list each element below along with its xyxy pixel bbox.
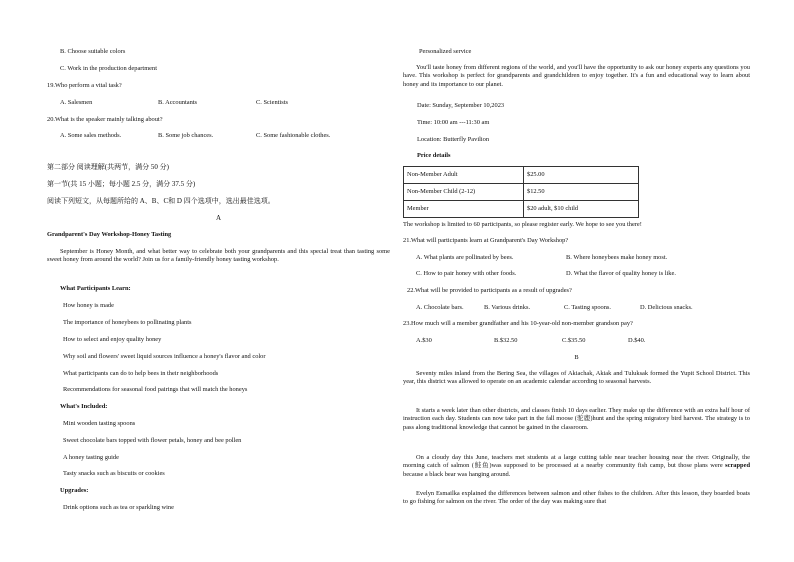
q22-option-b: B. Various drinks. [484, 304, 531, 311]
passage-b-paragraph [403, 454, 750, 479]
passage-a-letter: A [215, 214, 222, 222]
event-location: Location: Butterfly Pavilion [417, 136, 490, 143]
passage-b-paragraph: It starts a week later than other districts, and classes finish 10 days earlier. They make up the difference with an extra half hour of instruction each day. Students can now take part in the fall moose (驼鹿)hunt and the spring migratory bird harvest. The strategy is to pass along traditional knowledge that cannot be gained in the classroom. [403, 407, 750, 431]
learn-item: The importance of honeybees to pollinating plants [63, 319, 192, 326]
section-one-heading: 第一节(共 15 小题；每小题 2.5 分，满分 37.5 分) [47, 180, 196, 188]
passage-title: Grandparent's Day Workshop-Honey Tasting [47, 231, 172, 238]
right-column [403, 0, 750, 562]
q21-option-d: D. What the flavor of quality honey is like. [566, 270, 676, 277]
learn-item: How to select and enjoy quality honey [63, 336, 162, 343]
table-row [404, 201, 639, 218]
upgrades-heading: Upgrades: [60, 487, 89, 494]
learn-heading: What Participants Learn: [60, 285, 131, 292]
q23-option-c: C.$35.50 [562, 337, 586, 344]
q23-option-a: A.$30 [416, 337, 432, 344]
included-heading: What's Included: [60, 403, 108, 410]
q21-option-b: B. Where honeybees make honey most. [566, 254, 668, 261]
option-b-line: B. Choose suitable colors [60, 48, 126, 55]
q20-option-a: A. Some sales methods. [60, 132, 122, 139]
passage-b-paragraph: Evelyn Esmailka explained the differences between salmon and other fishes to the children. After this lesson, they boarded boats to go fishing for salmon on the river. The order of the day was making sure that [403, 490, 750, 506]
event-time: Time: 10:00 am ---11:30 am [417, 119, 490, 126]
table-row [404, 167, 639, 184]
limit-note: The workshop is limited to 60 participants, so please register early. We hope to see you there! [403, 221, 642, 228]
learn-item: Recommendations for seasonal food pairings that will match the honeys [63, 386, 248, 393]
personalized-paragraph: You'll taste honey from different regions of the world, and you'll have the opportunity to ask our honey experts any questions you have. This workshop is perfect for grandparents and grandchildren to enjoy together. It's a fun and educational way to learn about honey and its importance to our planet. [403, 64, 750, 88]
question-22: 22.What will be provided to participants as a result of upgrades? [407, 287, 572, 294]
q21-option-c: C. How to pair honey with other foods. [416, 270, 517, 277]
price-value: $25.00 [524, 167, 639, 184]
paragraph-text: On a cloudy day this June, teachers met students at a large cutting table near teacher housing near the river. Originally, the morning catch of salmon (鲑鱼)was supposed to be processed at a nearby community fish camp, but those plans were [403, 454, 750, 470]
included-item: A honey tasting guide [63, 454, 119, 461]
q23-option-b: B.$32.50 [494, 337, 518, 344]
learn-item: What participants can do to help bees in their neighborhoods [63, 370, 219, 377]
paragraph-text: because a black bear was hanging around. [403, 470, 511, 478]
included-item: Sweet chocolate bars topped with flower petals, honey and bee pollen [63, 437, 242, 444]
price-label: Non-Member Child (2-12) [404, 184, 524, 201]
q21-option-a: A. What plants are pollinated by bees. [416, 254, 514, 261]
q19-option-b: B. Accountants [158, 99, 198, 106]
q22-option-d: D. Delicious snacks. [640, 304, 693, 311]
event-date: Date: Sunday, September 10,2023 [417, 102, 505, 109]
question-21: 21.What will participants learn at Grandparent's Day Workshop? [403, 237, 569, 244]
passage-b-paragraph: Seventy miles inland from the Bering Sea, the villages of Akiachak, Akiak and Tuluksak formed the Yupit School District. This year, this district was allowed to operate on an academic calendar according to seasonal harvests. [403, 370, 750, 386]
price-value: $20 adult, $10 child [524, 201, 639, 218]
price-table [403, 166, 639, 218]
personalized-heading: Personalized service [419, 48, 472, 55]
part-two-heading: 第二部分 阅读理解(共两节，满分 50 分) [47, 163, 169, 171]
price-heading: Price details [417, 152, 451, 159]
reading-instruction: 阅读下列短文，从每题所给的 A、B、C和 D 四个选项中，选出最佳选项。 [47, 197, 275, 205]
price-label: Member [404, 201, 524, 218]
option-c-line: C. Work in the production department [60, 65, 157, 72]
q20-option-c: C. Some fashionable clothes. [256, 132, 331, 139]
learn-item: Why soil and flowers' sweet liquid sources influence a honey's flavor and color [63, 353, 266, 360]
q19-option-a: A. Salesmen [60, 99, 93, 106]
passage-b-letter: B [574, 354, 579, 361]
question-23: 23.How much will a member grandfather and his 10-year-old non-member grandson pay? [403, 320, 633, 327]
table-row [404, 184, 639, 201]
price-label: Non-Member Adult [404, 167, 524, 184]
q20-option-b: B. Some job chances. [158, 132, 214, 139]
included-item: Tasty snacks such as biscuits or cookies [63, 470, 165, 477]
q23-option-d: D.$40. [628, 337, 646, 344]
upgrade-item: Drink options such as tea or sparkling wine [63, 504, 174, 511]
question-19: 19.Who perform a vital task? [47, 82, 122, 89]
included-item: Mini wooden tasting spoons [63, 420, 136, 427]
question-20: 20.What is the speaker mainly talking about? [47, 116, 163, 123]
left-column [47, 0, 390, 562]
scrapped-word: scrapped [725, 462, 750, 470]
learn-item: How honey is made [63, 302, 114, 309]
q19-option-c: C. Scientists [256, 99, 288, 106]
q22-option-c: C. Tasting spoons. [564, 304, 612, 311]
q22-option-a: A. Chocolate bars. [416, 304, 464, 311]
intro-paragraph: September is Honey Month, and what better way to celebrate both your grandparents and this special treat than tasting some sweet honey from around the world? Join us for a family-friendly honey tasting workshop. [47, 248, 390, 264]
price-value: $12.50 [524, 184, 639, 201]
